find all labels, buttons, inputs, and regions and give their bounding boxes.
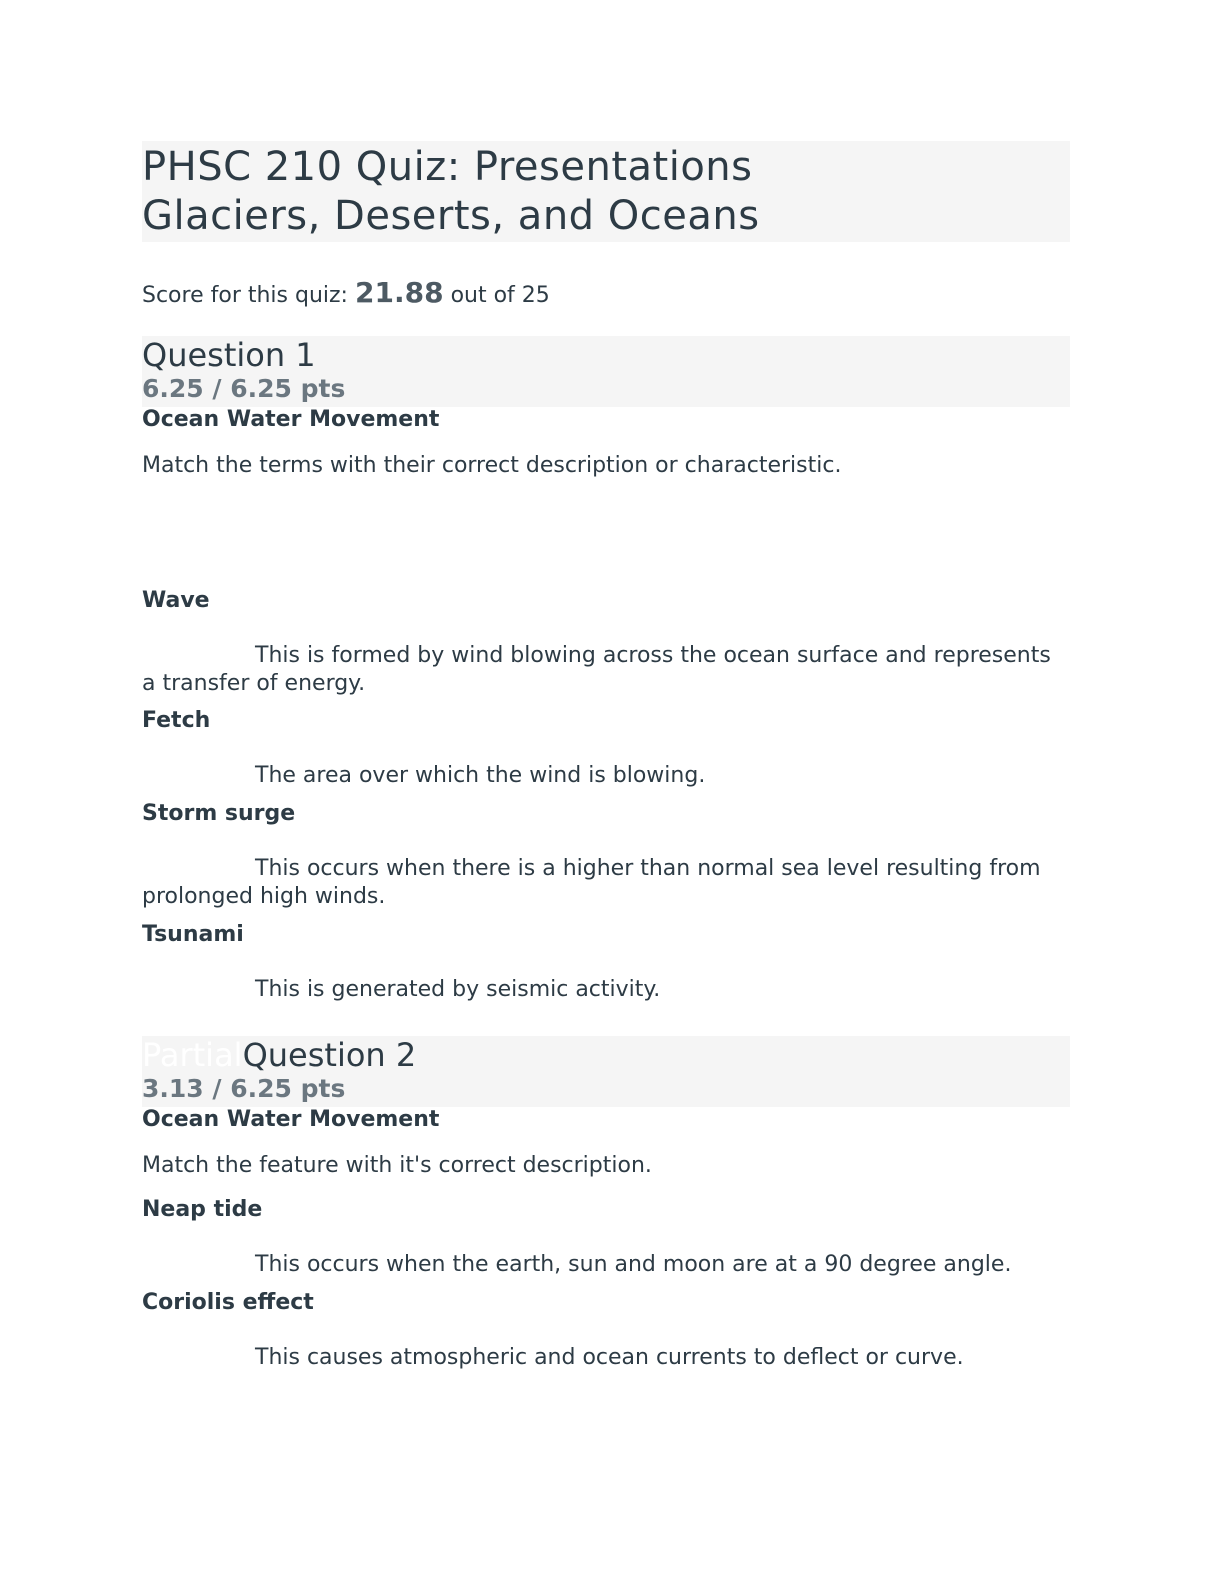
match-term: Tsunami [142,922,244,947]
question-title: PartialQuestion 2 [142,1036,417,1074]
match-answer: This occurs when the earth, sun and moon are at a 90 degree angle. [255,1252,1012,1277]
score-suffix: out of 25 [450,283,550,308]
question-prompt: Match the terms with their correct description or characteristic. [142,453,842,478]
question-prompt: Match the feature with it's correct description. [142,1153,652,1178]
question-header [142,336,1070,407]
match-term: Neap tide [142,1197,263,1222]
score-label: Score for this quiz: [142,283,348,308]
question-2 [142,1036,1070,1372]
match-term: Fetch [142,708,211,733]
question-topic: Ocean Water Movement [142,1107,440,1132]
match-answer: This is generated by seismic activity. [255,977,661,1002]
quiz-title-line-2: Glaciers, Deserts, and Oceans [142,193,760,239]
question-topic: Ocean Water Movement [142,407,440,432]
match-answer: This causes atmospheric and ocean currents to deflect or curve. [255,1345,964,1370]
match-term: Coriolis effect [142,1290,314,1315]
quiz-title-line-1: PHSC 210 Quiz: Presentations [142,144,753,190]
question-points: 6.25 / 6.25 pts [142,374,346,403]
question-title: Question 1 [142,336,316,374]
question-status: Partial [142,1036,243,1074]
score-value: 21.88 [354,276,444,309]
match-term: Wave [142,588,210,613]
quiz-title-box [142,141,1070,242]
quiz-score [142,276,1070,310]
match-term: Storm surge [142,801,296,826]
match-answer: This is formed by wind blowing across the ocean surface and represents a transfer of energy. [142,643,1051,696]
question-1 [142,336,1070,1004]
match-answer: This occurs when there is a higher than normal sea level resulting from prolonged high winds. [142,856,1041,909]
question-points: 3.13 / 6.25 pts [142,1074,346,1103]
question-header [142,1036,1070,1107]
quiz-page [142,141,1070,1372]
match-answer: The area over which the wind is blowing. [255,763,706,788]
